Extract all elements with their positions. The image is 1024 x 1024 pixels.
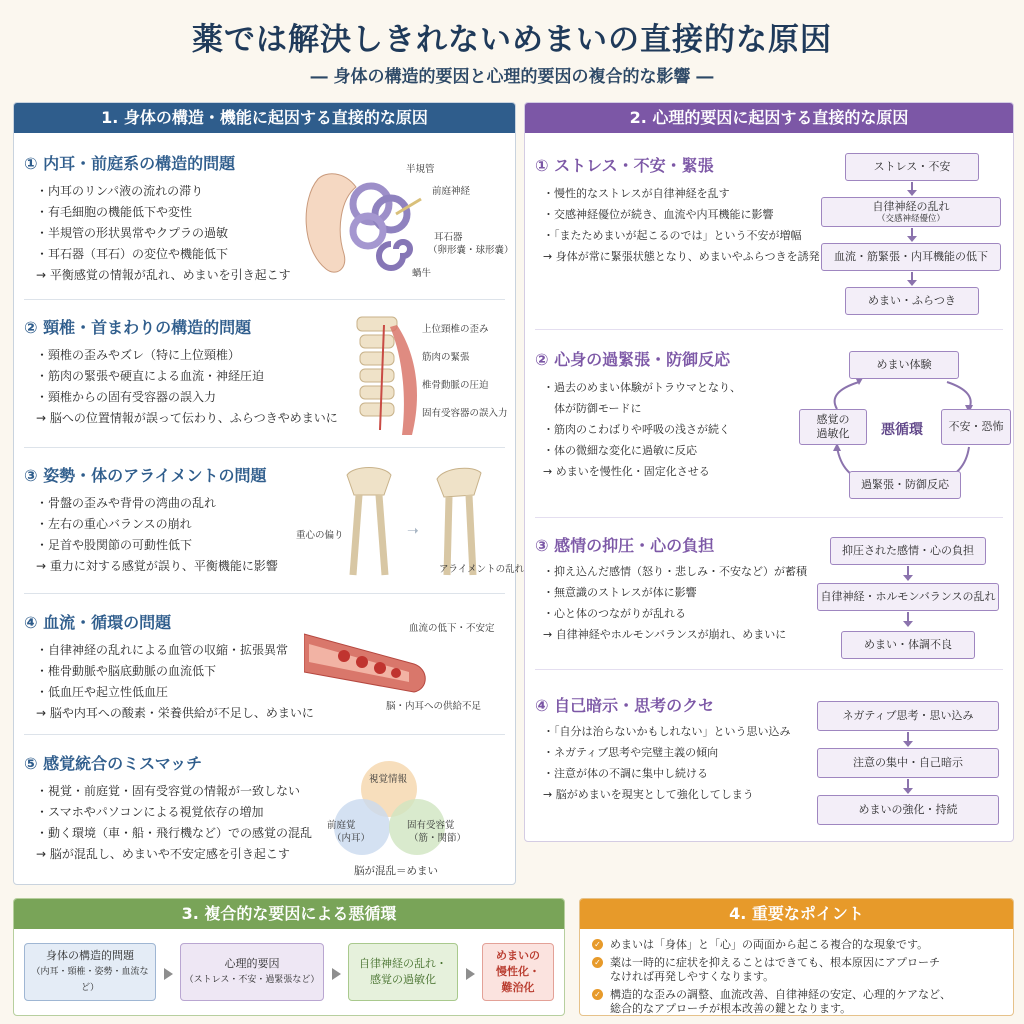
- label-artery-compression: 椎骨動脈の圧迫: [422, 380, 489, 391]
- bullet: ・注意が体の不調に集中し続ける: [543, 767, 708, 780]
- flow-box: 血流・筋緊張・内耳機能の低下: [821, 243, 1001, 271]
- check-icon: ✓: [592, 989, 603, 1000]
- flow-box: 抑圧された感情・心の負担: [830, 537, 986, 565]
- bullet: ・左右の重心バランスの崩れ: [36, 517, 192, 531]
- bullet: ・動く環境（車・船・飛行機など）での感覚の混乱: [36, 826, 313, 840]
- bullet-list: [36, 181, 291, 286]
- arrow-down-icon: [911, 272, 913, 281]
- bullet: → 脳への位置情報が誤って伝わり、ふらつきやめまいに: [36, 411, 338, 425]
- section-emotional-suppression: [525, 533, 1013, 673]
- arrow-down-icon: [907, 612, 909, 622]
- section-title: ③ 姿勢・体のアライメントの問題: [24, 466, 267, 485]
- arrow-down-icon: [907, 566, 909, 576]
- divider: [24, 299, 505, 300]
- section-title: ③ 感情の抑圧・心の負担: [535, 536, 715, 555]
- section-title: ④ 血流・循環の問題: [24, 613, 172, 632]
- psychological-causes-header: 2. 心理的要因に起因する直接的な原因: [525, 103, 1013, 133]
- bullet-list: [543, 377, 741, 482]
- label-otolith-sub: （卵形嚢・球形嚢）: [428, 245, 514, 256]
- bullet: ・骨盤の歪みや背骨の湾曲の乱れ: [36, 496, 217, 510]
- psychological-causes-panel: [524, 102, 1014, 842]
- arrow-right-icon: [332, 968, 341, 980]
- bullet: → 脳が混乱し、めまいや不安定感を引き起こす: [36, 847, 290, 861]
- section-title: ② 頸椎・首まわりの構造的問題: [24, 318, 252, 337]
- bullet: ・ネガティブ思考や完璧主義の傾向: [543, 746, 719, 759]
- cycle-box-hypersensitivity: 感覚の 過敏化: [799, 409, 867, 445]
- label-muscle-joint: （筋・関節）: [409, 833, 467, 844]
- page-title: 薬では解決しきれないめまいの直接的な原因: [192, 22, 832, 58]
- bullet: ・「自分は治らないかもしれない」という思い込み: [543, 725, 791, 738]
- bullet: 体が防御モードに: [543, 402, 642, 415]
- bullet: ・慢性的なストレスが自律神経を乱す: [543, 187, 730, 200]
- label-vestibular-nerve: 前庭神経: [432, 186, 471, 197]
- skeleton-aligned-illustration: [339, 465, 399, 583]
- bullet: ・足首や股関節の可動性低下: [36, 538, 193, 552]
- section-hypertension: [525, 347, 1013, 517]
- flow-box: 自律神経・ホルモンバランスの乱れ: [817, 583, 999, 611]
- section-inner-ear: [14, 151, 515, 301]
- cycle-step-autonomic: 自律神経の乱れ・ 感覚の過敏化: [348, 943, 458, 1001]
- label-proprioceptor: 固有受容器の誤入力: [422, 408, 508, 419]
- bullet: ・内耳のリンパ液の流れの滞り: [36, 184, 204, 198]
- divider: [535, 669, 1003, 670]
- bullet: ・無意識のストレスが体に影響: [543, 586, 697, 599]
- flow-box: ネガティブ思考・思い込み: [817, 701, 999, 731]
- bullet: ・「またためまいが起こるのでは」という不安が増幅: [543, 229, 802, 242]
- bullet: ・筋肉のこわばりや呼吸の浅さが続く: [543, 423, 730, 436]
- section-title: ② 心身の過緊張・防御反応: [535, 350, 731, 369]
- flow-box: 自律神経の乱れ （交感神経優位）: [821, 197, 1001, 227]
- label-vestibular: 前庭覚: [327, 820, 356, 831]
- bullet-list: [36, 640, 314, 724]
- flow-box: めまいの強化・持続: [817, 795, 999, 825]
- cycle-box-anxiety: 不安・恐怖: [941, 409, 1011, 445]
- section-title: ① 内耳・前庭系の構造的問題: [24, 154, 236, 173]
- label-supply-shortage: 脳・内耳への供給不足: [386, 701, 482, 712]
- arrow-right-icon: [466, 968, 475, 980]
- inner-ear-illustration: [296, 159, 426, 284]
- cycle-box-defense: 過緊張・防御反応: [849, 471, 961, 499]
- page-subtitle: ― 身体の構造的要因と心理的要因の複合的な影響 ―: [310, 67, 714, 87]
- section-title: ① ストレス・不安・緊張: [535, 156, 714, 175]
- flow-box: ストレス・不安: [845, 153, 979, 181]
- cycle-step-physical: 身体の構造的問題 （内耳・頸椎・姿勢・血流など）: [24, 943, 156, 1001]
- bullet: ・有毛細胞の機能低下や変性: [36, 205, 193, 219]
- check-icon: ✓: [592, 939, 603, 950]
- bullet: → 身体が常に緊張状態となり、めまいやふらつきを誘発: [543, 250, 820, 263]
- vicious-cycle-panel: [13, 898, 565, 1016]
- bullet-list: [36, 345, 338, 429]
- label-muscle-tension: 筋肉の緊張: [422, 352, 470, 363]
- bullet: ・低血圧や起立性低血圧: [36, 685, 169, 699]
- bullet: ・交感神経優位が続き、血流や内耳機能に影響: [543, 208, 774, 221]
- label-otolith: 耳石器: [434, 232, 463, 243]
- label-proprioception: 固有受容覚: [407, 820, 455, 831]
- bullet-list: [543, 721, 791, 805]
- bullet-list: [36, 493, 278, 577]
- cycle-box-experience: めまい体験: [849, 351, 959, 379]
- arrow-down-icon: [907, 732, 909, 742]
- divider: [24, 447, 505, 448]
- bullet: ・自律神経の乱れによる血管の収縮・拡張異常: [36, 643, 289, 657]
- divider: [535, 517, 1003, 518]
- key-points-header: 4. 重要なポイント: [580, 899, 1013, 929]
- bullet: ・筋肉の緊張や硬直による血流・神経圧迫: [36, 369, 265, 383]
- arrow-right-icon: [164, 968, 173, 980]
- bullet: → 脳や内耳への酸素・栄養供給が不足し、めまいに: [36, 706, 314, 720]
- bullet-list: [36, 781, 312, 865]
- arrow-down-icon: [911, 228, 913, 237]
- bullet: ・頸椎の歪みやズレ（特に上位頸椎）: [36, 348, 241, 362]
- vicious-cycle-header: 3. 複合的な要因による悪循環: [14, 899, 564, 929]
- label-cochlea: 蝸牛: [412, 268, 432, 279]
- physical-causes-header: 1. 身体の構造・機能に起因する直接的な原因: [14, 103, 515, 133]
- bullet: → 平衡感覚の情報が乱れ、めまいを引き起こす: [36, 268, 291, 282]
- label-semicircular: 半規管: [406, 164, 435, 175]
- cervical-spine-illustration: [332, 315, 422, 440]
- bullet: → 脳がめまいを現実として強化してしまう: [543, 788, 754, 801]
- divider: [24, 734, 505, 735]
- section-self-suggestion: [525, 693, 1013, 843]
- bullet: ・スマホやパソコンによる視覚依存の増加: [36, 805, 264, 819]
- divider: [535, 329, 1003, 330]
- section-blood-flow: [14, 610, 515, 740]
- arrow-down-icon: [911, 182, 913, 191]
- section-stress: [525, 153, 1013, 323]
- label-alignment: アライメントの乱れ: [439, 564, 525, 575]
- bullet: ・視覚・前庭覚・固有受容覚の情報が一致しない: [36, 784, 301, 798]
- label-inner-ear: （内耳）: [332, 833, 371, 844]
- label-brain-confusion: 脳が混乱＝めまい: [354, 865, 438, 877]
- bullet: ・過去のめまい体験がトラウマとなり、: [543, 381, 741, 394]
- cycle-step-chronic: めまいの 慢性化・ 難治化: [482, 943, 554, 1001]
- bullet: ・心と体のつながりが乱れる: [543, 607, 686, 620]
- label-visual: 視覚情報: [369, 774, 408, 785]
- flow-box: めまい・体調不良: [841, 631, 975, 659]
- bullet: ・半規管の形状異常やクプラの過敏: [36, 226, 229, 240]
- arrow-down-icon: [907, 779, 909, 789]
- cycle-center-label: 悪循環: [881, 422, 923, 438]
- label-upper-cervical: 上位頸椎の歪み: [422, 324, 489, 335]
- bullet-list: [543, 561, 807, 645]
- key-points-panel: 4. 重要なポイント ✓ めまいは「身体」と「心」の両面から起こる複合的な現象です。 ✓ 薬は一時的に症状を抑えることはできても、根本原因にアプローチ なければ再発しやすくなります。 ✓ 構造的な歪みの調整、血流改善、自律神経の安定、心理的ケアなど、 総合的なアプローチが根本改善の鍵となります。: [579, 898, 1014, 1016]
- bullet-list: [543, 183, 820, 267]
- section-cervical: [14, 315, 515, 445]
- bullet: ・抑え込んだ感情（怒り・悲しみ・不安など）が蓄積: [543, 565, 807, 578]
- bullet: ・耳石器（耳石）の変位や機能低下: [36, 247, 229, 261]
- blood-vessel-illustration: [304, 624, 434, 696]
- check-icon: ✓: [592, 957, 603, 968]
- bullet: ・椎骨動脈や脳底動脈の血流低下: [36, 664, 217, 678]
- label-center-of-gravity: 重心の偏り: [296, 530, 344, 541]
- section-posture: [14, 463, 525, 593]
- bullet: → めまいを慢性化・固定化させる: [543, 465, 710, 478]
- bullet: → 重力に対する感覚が誤り、平衡機能に影響: [36, 559, 278, 573]
- label-flow-decrease: 血流の低下・不安定: [409, 623, 495, 634]
- cycle-step-psychological: 心理的要因 （ストレス・不安・過緊張など）: [180, 943, 324, 1001]
- physical-causes-panel: [13, 102, 525, 885]
- section-title: ⑤ 感覚統合のミスマッチ: [24, 754, 203, 773]
- bullet: ・頸椎からの固有受容器の誤入力: [36, 390, 217, 404]
- divider: [24, 593, 505, 594]
- section-title: ④ 自己暗示・思考のクセ: [535, 696, 715, 715]
- flow-box: めまい・ふらつき: [845, 287, 979, 315]
- bullet: → 自律神経やホルモンバランスが崩れ、めまいに: [543, 628, 787, 641]
- arrow-right-icon: ➝: [407, 523, 419, 539]
- section-sensory-integration: [14, 751, 515, 881]
- bullet: ・体の微細な変化に過敏に反応: [543, 444, 697, 457]
- flow-box: 注意の集中・自己暗示: [817, 748, 999, 778]
